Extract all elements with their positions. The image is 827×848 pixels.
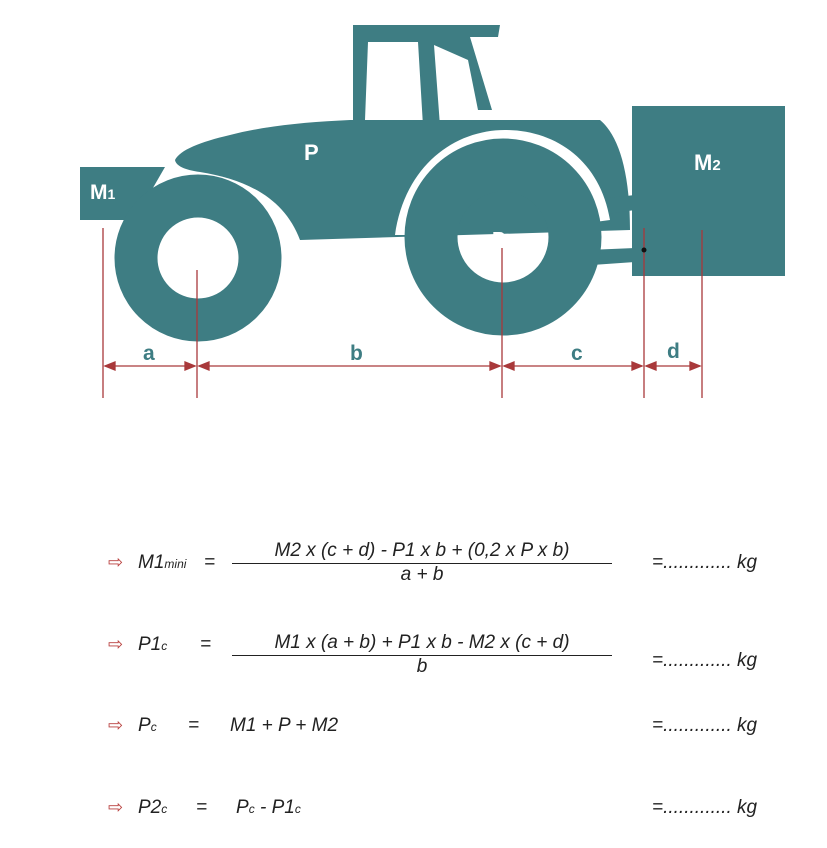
label-m1: M1 [90,181,116,204]
denominator: a + b [400,564,444,585]
formula-m1-mini [108,540,808,590]
equals-sign: = [200,634,212,655]
formula-lhs: M1mini [138,552,187,573]
fraction [232,632,612,678]
label-p2: P2 [492,229,513,251]
numerator: M1 x (a + b) + P1 x b - M2 x (c + d) [274,632,570,653]
arrow-icon: ⇨ [108,797,124,817]
equals-sign: = [204,552,216,573]
dim-label-a: a [143,342,155,365]
equals-sign: = [188,715,200,736]
numerator: M2 x (c + d) - P1 x b + (0,2 x P x b) [274,540,570,561]
arrow-icon: ⇨ [108,634,124,654]
fraction [232,540,612,586]
result-blank: =............. kg [652,650,758,671]
result-blank: =............. kg [652,552,758,573]
formula-lhs: P2c [138,797,168,818]
formula-lhs: P1c [138,634,168,655]
result-blank: =............. kg [652,715,758,736]
formula-p1c [108,632,808,682]
dim-label-d: d [667,340,680,363]
result-blank: =............. kg [652,797,758,818]
equals-sign: = [196,797,208,818]
expression: Pc - P1c [236,797,301,818]
label-m2: M2 [694,150,721,175]
dim-label-b: b [350,342,363,365]
arrow-icon: ⇨ [108,715,124,735]
expression: M1 + P + M2 [230,715,339,736]
label-p1: P1 [184,247,205,269]
arrow-icon: ⇨ [108,552,124,572]
dim-label-c: c [571,342,583,365]
formula-pc [108,715,808,745]
denominator: b [416,656,428,677]
formula-lhs: Pc [138,715,157,736]
label-p: P [304,140,319,165]
formula-p2c [108,797,808,827]
